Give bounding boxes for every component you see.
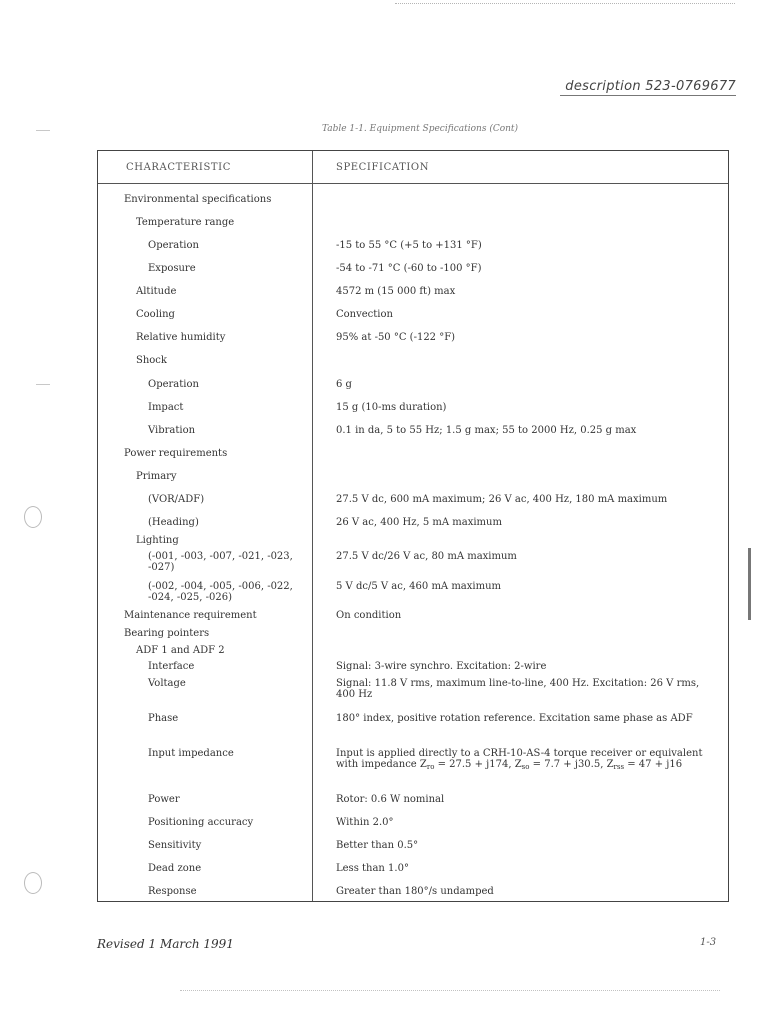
characteristic-cell: Impact xyxy=(148,402,184,413)
characteristic-cell: Operation xyxy=(148,379,199,390)
specification-cell: 4572 m (15 000 ft) max xyxy=(336,286,456,297)
characteristic-cell: Maintenance requirement xyxy=(124,610,257,621)
characteristic-cell: Vibration xyxy=(148,425,196,436)
column-header-specification: SPECIFICATION xyxy=(336,162,430,173)
characteristic-cell: Input impedance xyxy=(148,748,234,759)
characteristic-cell: Bearing pointers xyxy=(124,628,210,639)
specification-cell: Less than 1.0° xyxy=(336,863,409,874)
characteristic-cell: (-001, -003, -007, -021, -023, -027) xyxy=(148,551,293,573)
specification-cell: 27.5 V dc/26 V ac, 80 mA maximum xyxy=(336,551,517,562)
characteristic-cell: Shock xyxy=(136,355,167,366)
specification-cell: 15 g (10-ms duration) xyxy=(336,402,447,413)
punch-hole-mark xyxy=(24,872,42,894)
column-header-characteristic: CHARACTERISTIC xyxy=(126,162,231,173)
revision-date: Revised 1 March 1991 xyxy=(97,937,234,951)
characteristic-cell: Power xyxy=(148,794,180,805)
specification-cell: Signal: 11.8 V rms, maximum line-to-line, 400 Hz. Excitation: 26 V rms, 400 Hz xyxy=(336,678,700,700)
characteristic-cell: (VOR/ADF) xyxy=(148,494,205,505)
table-caption: Table 1-1. Equipment Specifications (Cont) xyxy=(321,124,519,134)
document-reference: description 523-0769677 xyxy=(560,79,736,96)
scan-margin-mark xyxy=(36,130,50,131)
header-rule xyxy=(98,183,728,184)
characteristic-cell: Phase xyxy=(148,713,179,724)
characteristic-cell: Temperature range xyxy=(136,217,235,228)
characteristic-cell: Response xyxy=(148,886,197,897)
specification-cell: Better than 0.5° xyxy=(336,840,419,851)
characteristic-cell: ADF 1 and ADF 2 xyxy=(136,645,225,656)
characteristic-cell: (Heading) xyxy=(148,517,199,528)
specification-cell: Greater than 180°/s undamped xyxy=(336,886,494,897)
characteristic-cell: Voltage xyxy=(148,678,186,689)
characteristic-cell: Sensitivity xyxy=(148,840,202,851)
specification-cell: -15 to 55 °C (+5 to +131 °F) xyxy=(336,240,482,251)
punch-hole-mark xyxy=(24,506,42,528)
specification-cell: 95% at -50 °C (-122 °F) xyxy=(336,332,456,343)
characteristic-cell: Environmental specifications xyxy=(124,194,272,205)
specification-cell: 5 V dc/5 V ac, 460 mA maximum xyxy=(336,581,502,592)
scan-edge-mark xyxy=(748,548,751,620)
specification-cell: 0.1 in da, 5 to 55 Hz; 1.5 g max; 55 to 2000 Hz, 0.25 g max xyxy=(336,425,637,436)
specification-cell: -54 to -71 °C (-60 to -100 °F) xyxy=(336,263,482,274)
scan-margin-mark xyxy=(36,384,50,385)
specification-cell: 6 g xyxy=(336,379,352,390)
scan-noise-bottom xyxy=(180,990,720,995)
specification-cell: Signal: 3-wire synchro. Excitation: 2-wire xyxy=(336,661,547,672)
characteristic-cell: Dead zone xyxy=(148,863,202,874)
specification-cell: Input is applied directly to a CRH-10-AS-4 torque receiver or equivalent with impedance $Z_{ro} = 27.5 + j174$, $Z_{so} = 7.7 + j30.5$, $Z_{rss} = 47 + j16$ xyxy=(336,748,703,771)
characteristic-cell: Power requirements xyxy=(124,448,228,459)
scan-noise-top xyxy=(395,3,735,10)
specification-cell: Within 2.0° xyxy=(336,817,394,828)
specification-cell: On condition xyxy=(336,610,402,621)
specifications-table xyxy=(97,150,729,902)
page-number: 1-3 xyxy=(700,937,717,948)
specification-cell: Convection xyxy=(336,309,393,320)
characteristic-cell: Operation xyxy=(148,240,199,251)
specification-cell: 26 V ac, 400 Hz, 5 mA maximum xyxy=(336,517,502,528)
specification-cell: 180° index, positive rotation reference. Excitation same phase as ADF xyxy=(336,713,693,724)
characteristic-cell: Altitude xyxy=(136,286,177,297)
specification-cell: 27.5 V dc, 600 mA maximum; 26 V ac, 400 Hz, 180 mA maximum xyxy=(336,494,668,505)
characteristic-cell: Relative humidity xyxy=(136,332,226,343)
characteristic-cell: Interface xyxy=(148,661,195,672)
characteristic-cell: Cooling xyxy=(136,309,175,320)
specification-cell: Rotor: 0.6 W nominal xyxy=(336,794,445,805)
characteristic-cell: Exposure xyxy=(148,263,196,274)
characteristic-cell: Lighting xyxy=(136,535,179,546)
column-divider xyxy=(312,151,313,901)
characteristic-cell: Primary xyxy=(136,471,177,482)
characteristic-cell: Positioning accuracy xyxy=(148,817,254,828)
characteristic-cell: (-002, -004, -005, -006, -022, -024, -025, -026) xyxy=(148,581,293,603)
